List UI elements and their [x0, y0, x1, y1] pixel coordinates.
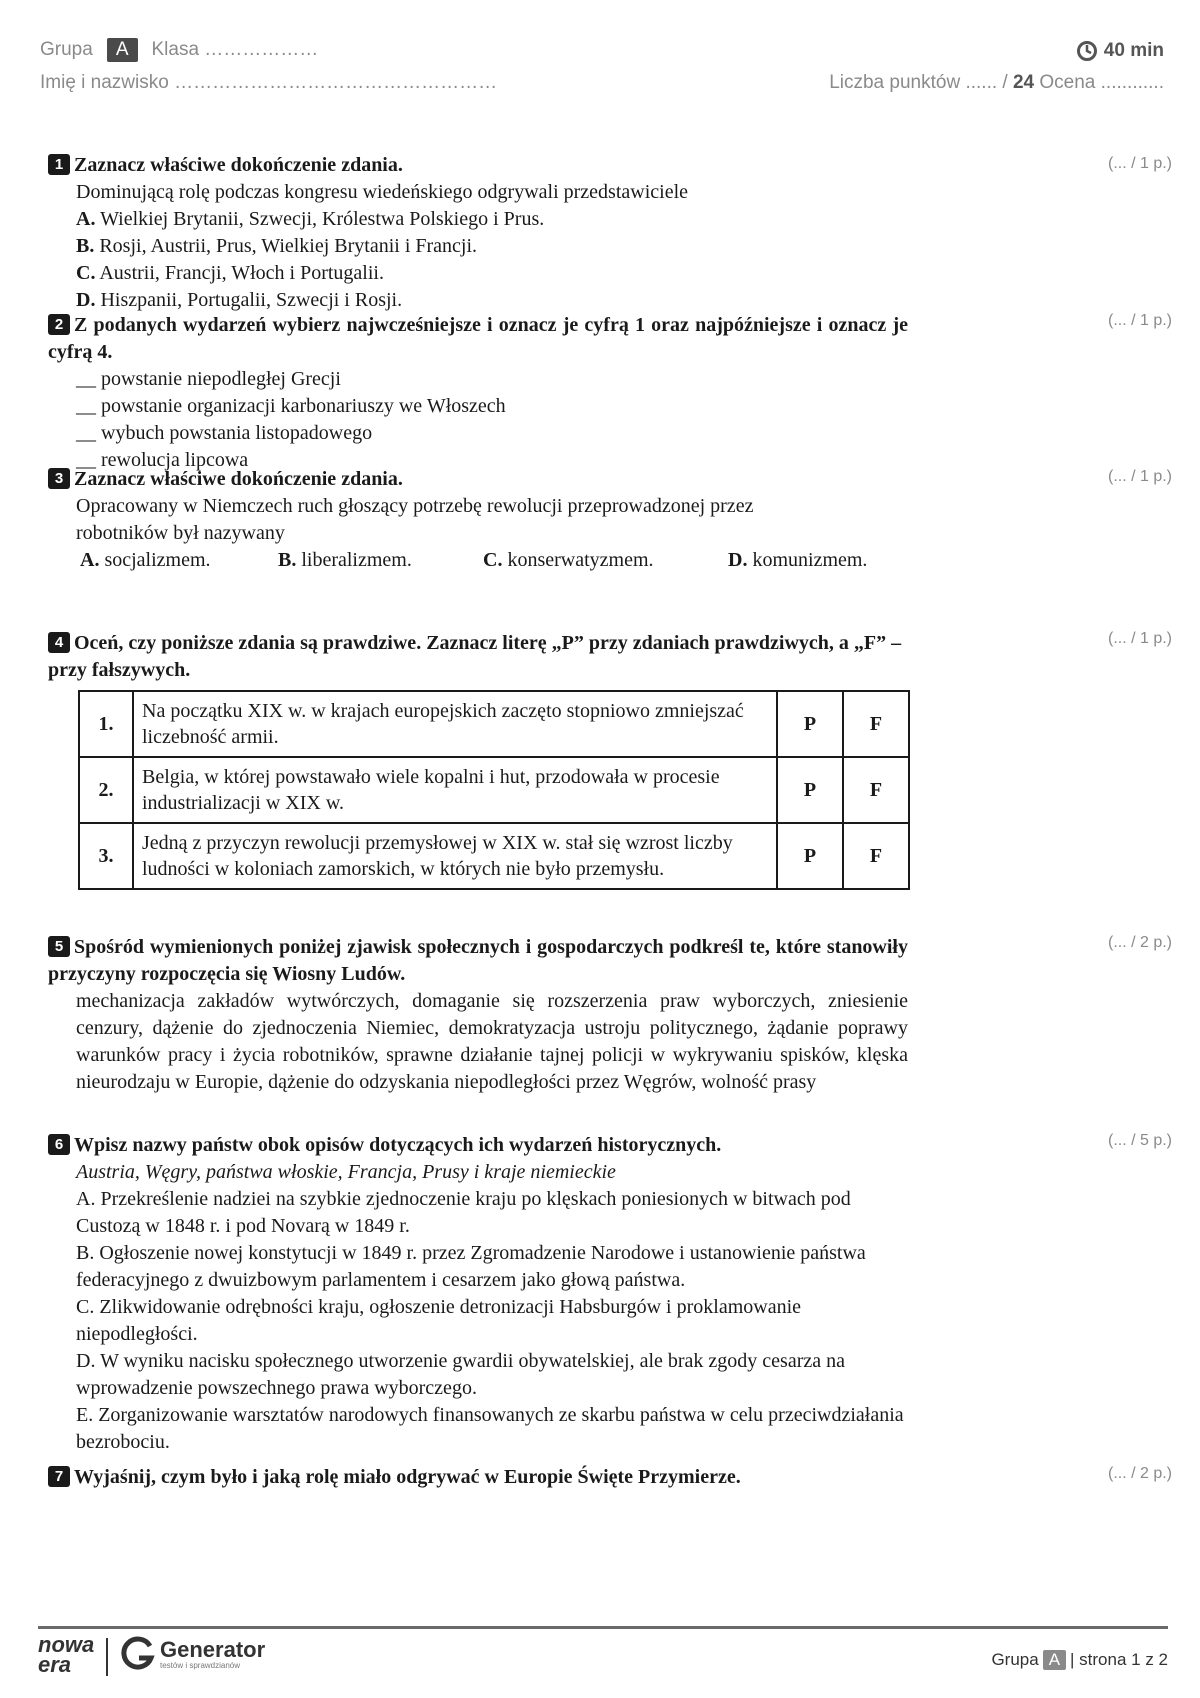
phenomena-list[interactable]: mechanizacja zakładów wytwórczych, domaganie się rozszerzenia praw wyborczych, zniesienie cenzury, dążenie do zjednoczenia Niemiec, demokratyzacja ustroju politycznego, żądanie poprawy warunków pracy i życia robotników, sprawne działanie tajnej policji w wykrywaniu spisków, klęska nieurodzaju w Europie, dążenie do odzyskania niepodległości przez Węgrów, wolność prasy [76, 990, 908, 1093]
time-limit [1076, 40, 1164, 62]
false-option[interactable]: F [843, 691, 909, 757]
generator-g-icon [120, 1636, 156, 1672]
option-c[interactable]: C. konserwatyzmem. [483, 549, 654, 571]
task-6 [48, 1132, 908, 1456]
task-number: 4 [48, 632, 70, 653]
task-1 [48, 152, 908, 314]
order-item[interactable]: __ powstanie niepodległej Grecji [76, 368, 341, 390]
group-label: Grupa [40, 39, 93, 60]
task-question: 4 Oceń, czy poniższe zdania są prawdziwe. Zaznacz literę „P” przy zdaniach prawdziwych, a „F” – przy fałszywych. [48, 632, 902, 681]
task-number: 1 [48, 154, 70, 175]
task-number: 3 [48, 468, 70, 489]
task-question: 1 Zaznacz właściwe dokończenie zdania. [48, 152, 908, 179]
true-option[interactable]: P [777, 757, 843, 823]
group-badge: A [107, 38, 138, 62]
task-3 [48, 466, 908, 574]
description-item[interactable]: A. Przekreślenie nadziei na szybkie zjednoczenie kraju po klęskach poniesionych w bitwach pod Custozą w 1848 r. i pod Novarą w 1849 r. [76, 1188, 851, 1237]
options-row [48, 547, 908, 574]
option-d[interactable]: D. komunizmem. [728, 549, 868, 571]
clock-icon [1076, 40, 1098, 62]
time-value: 40 min [1103, 40, 1164, 61]
task-number: 7 [48, 1466, 70, 1487]
page-indicator: Grupa A | strona 1 z 2 [991, 1650, 1168, 1669]
description-item[interactable]: D. W wyniku nacisku społecznego utworzenie gwardii obywatelskiej, ale brak zgody cesarza na wprowadzenie powszechnego prawa wyborczego. [76, 1350, 845, 1399]
task-7 [48, 1464, 908, 1491]
class-field[interactable]: Klasa ……………… [151, 39, 319, 60]
order-item[interactable]: __ powstanie organizacji karbonariuszy we Włoszech [76, 395, 506, 417]
task-question: 3 Zaznacz właściwe dokończenie zdania. [48, 466, 908, 493]
table-row [79, 691, 909, 757]
country-hint: Austria, Węgry, państwa włoskie, Francja, Prusy i kraje niemieckie [76, 1161, 616, 1183]
option-a[interactable]: A. socjalizmem. [80, 549, 211, 571]
description-item[interactable]: E. Zorganizowanie warsztatów narodowych finansowanych ze skarbu państwa w celu przeciwdziałania bezrobociu. [76, 1404, 904, 1453]
footer-group-badge: A [1043, 1650, 1066, 1670]
task-2-points: (... / 1 p.) [1107, 312, 1172, 329]
page-number: | strona 1 z 2 [1070, 1650, 1168, 1669]
task-1-points: (... / 1 p.) [1107, 155, 1172, 172]
false-option[interactable]: F [843, 823, 909, 889]
option-c[interactable]: C. Austrii, Francji, Włoch i Portugalii. [76, 262, 384, 284]
true-false-table [78, 690, 910, 890]
false-option[interactable]: F [843, 757, 909, 823]
row-statement: Na początku XIX w. w krajach europejskich zaczęto stopniowo zmniejszać liczebność armii. [133, 691, 777, 757]
description-item[interactable]: B. Ogłoszenie nowej konstytucji w 1849 r. przez Zgromadzenie Narodowe i ustanowienie państwa federacyjnego z dwuizbowym parlamentem i cesarzem jako głową państwa. [76, 1242, 866, 1291]
row-number: 1. [79, 691, 133, 757]
grade-field[interactable]: Ocena ............ [1039, 72, 1164, 93]
task-4 [48, 630, 908, 684]
nowa-era-logo: nowa era [38, 1632, 95, 1677]
task-number: 5 [48, 936, 70, 957]
task-number: 2 [48, 314, 70, 335]
row-statement: Jedną z przyczyn rewolucji przemysłowej w XIX w. stał się wzrost liczby ludności w koloniach zamorskich, w których nie było przemysłu. [133, 823, 777, 889]
logo-separator [106, 1638, 108, 1676]
task-text: Dominującą rolę podczas kongresu wiedeńskiego odgrywali przedstawiciele [76, 181, 689, 203]
footer-divider [38, 1626, 1168, 1629]
true-option[interactable]: P [777, 823, 843, 889]
task-5-points: (... / 2 p.) [1107, 934, 1172, 951]
task-2 [48, 312, 908, 474]
task-text: Opracowany w Niemczech ruch głoszący potrzebę rewolucji przeprowadzonej przez robotników był nazywany [76, 495, 754, 544]
task-question: 6 Wpisz nazwy państw obok opisów dotyczących ich wydarzeń historycznych. [48, 1132, 908, 1159]
task-3-points: (... / 1 p.) [1107, 468, 1172, 485]
row-number: 2. [79, 757, 133, 823]
header-group-row [40, 38, 318, 62]
task-question: 5 Spośród wymienionych poniżej zjawisk społecznych i gospodarczych podkreśl te, które stanowiły przyczyny rozpoczęcia się Wiosny Ludów. [48, 936, 908, 985]
task-question: 7 Wyjaśnij, czym było i jaką rolę miało odgrywać w Europie Święte Przymierze. [48, 1464, 908, 1491]
option-b[interactable]: B. Rosji, Austrii, Prus, Wielkiej Brytanii i Francji. [76, 235, 478, 257]
row-number: 3. [79, 823, 133, 889]
task-5 [48, 934, 908, 1096]
points-label: Liczba punktów ...... / [829, 72, 1008, 93]
row-statement: Belgia, w której powstawało wiele kopalni i hut, przodowała w procesie industrializacji w XIX w. [133, 757, 777, 823]
task-4-points: (... / 1 p.) [1107, 630, 1172, 647]
name-field[interactable]: Imię i nazwisko …………………………………………… [40, 72, 498, 93]
points-max: 24 [1012, 72, 1035, 93]
table-row [79, 823, 909, 889]
task-number: 6 [48, 1134, 70, 1155]
task-question: 2 Z podanych wydarzeń wybierz najwcześniejsze i oznacz je cyfrą 1 oraz najpóźniejsze i oznacz je cyfrą 4. [48, 314, 908, 363]
order-item[interactable]: __ wybuch powstania listopadowego [76, 422, 373, 444]
option-b[interactable]: B. liberalizmem. [278, 549, 412, 571]
table-row [79, 757, 909, 823]
option-a[interactable]: A. Wielkiej Brytanii, Szwecji, Królestwa Polskiego i Prus. [76, 208, 545, 230]
option-d[interactable]: D. Hiszpanii, Portugalii, Szwecji i Rosji. [76, 289, 403, 311]
points-grade-row [829, 72, 1164, 94]
task-6-points: (... / 5 p.) [1107, 1132, 1172, 1149]
task-7-points: (... / 2 p.) [1107, 1465, 1172, 1482]
true-option[interactable]: P [777, 691, 843, 757]
generator-logo: Generator testów i sprawdzianów [120, 1636, 265, 1672]
order-item[interactable]: __ rewolucja lipcowa [76, 449, 249, 471]
description-item[interactable]: C. Zlikwidowanie odrębności kraju, ogłoszenie detronizacji Habsburgów i proklamowanie niepodległości. [76, 1296, 801, 1345]
